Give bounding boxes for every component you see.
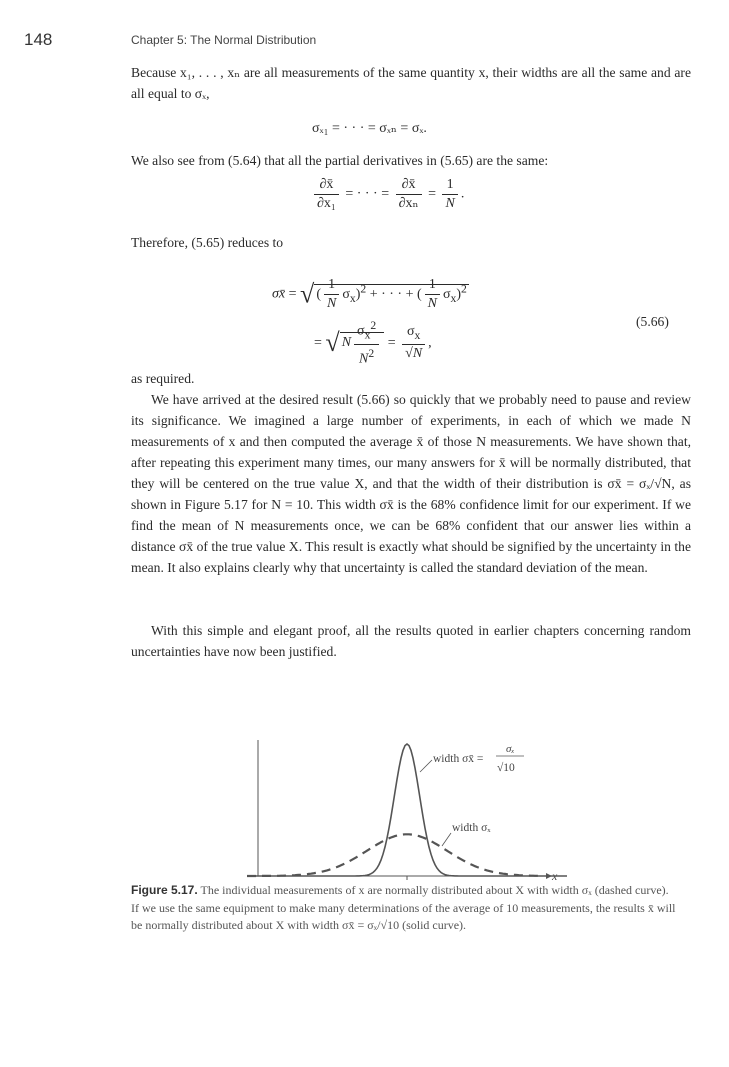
figure-caption — [131, 882, 676, 935]
running-head: Chapter 5: The Normal Distribution — [131, 33, 317, 47]
x-axis-label: x — [552, 869, 558, 880]
equation-derivatives: $\frac{\partial x̄}{\text{∂x₁}}$ = · · · = $\frac{\partial x̄}{\text{∂xₙ}}$ = $\frac{1}{N}$ . — [311, 176, 464, 213]
deriv-lhs-den: ∂x₁ — [317, 196, 336, 211]
figure-caption-text: The individual measurements of x are normally distributed about X with width σₓ (dashed curve). If we use the same equipment to make many determinations of the average of 10 measurements, the results x̄ will be normally distributed about X with width σx̄ = σₓ/√10 (solid curve). — [131, 883, 676, 932]
paragraph-1: Because x₁, . . . , xₙ are all measurements of the same quantity x, their widths are all the same and are all equal to σₓ, — [131, 65, 691, 101]
deriv-rhs-num: 1 — [442, 176, 457, 195]
page-number: 148 — [24, 30, 53, 49]
figure-5-17 — [246, 700, 576, 880]
paragraph-3: Therefore, (5.65) reduces to — [131, 235, 284, 250]
deriv-mid-num: ∂x̄ — [396, 176, 422, 195]
equation-result-line1: σx̄ = √ ( $\frac{1}{N}$ $\sigma_x)^2$ + · · · + ( $\frac{1}{N}$ $\sigma_x)^2$ — [272, 277, 467, 311]
paragraph-5: We have arrived at the desired result (5.66) so quickly that we probably need to pause and review its significance. We imagined a large number of experiments, in each of which we made N measurements of x and then computed the average x̄ of those N measurements. We have shown that, after repeating this experiment many times, our many answers for x̄ will be normally distributed, that they will be centered on the true value X, and that the width of their distribution is σx̄ = σₓ/√N, as shown in Figure 5.17 for N = 10. This width σx̄ is the 68% confidence limit for our experiment. If we find the mean of N measurements once, we can be 68% confident that our answer lies within a distance σx̄ of the true value X. This result is exactly what should be signified by the uncertainty in the mean. It also explains clearly why that uncertainty is called the standard deviation of the mean. — [131, 392, 691, 575]
paragraph-6: With this simple and elegant proof, all the results quoted in earlier chapters concerning random uncertainties have now been justified. — [131, 623, 691, 659]
deriv-rhs-den: N — [445, 196, 455, 211]
solid-label-leader — [420, 760, 432, 772]
paragraph-2: We also see from (5.64) that all the partial derivatives in (5.65) are the same: — [131, 153, 549, 168]
dashed-curve-label: width σₓ — [452, 822, 491, 834]
figure-caption-label: Figure 5.17. — [131, 883, 198, 897]
equation-widths: σₓ₁ = · · · = σₓₙ = σₓ. — [312, 121, 427, 136]
dashed-label-leader — [442, 833, 451, 846]
solid-label-num: σₓ — [506, 743, 515, 755]
sigma-mean-symbol: σx̄ — [272, 286, 286, 302]
deriv-mid-den: ∂xₙ — [398, 196, 419, 211]
deriv-lhs-num: ∂x̄ — [314, 176, 339, 195]
equation-number: (5.66) — [636, 314, 669, 329]
solid-label-den: √10 — [497, 762, 515, 774]
solid-curve-label: width σx̄ = — [433, 753, 484, 765]
dashed-curve-sigma-x — [247, 834, 543, 876]
paragraph-4: as required. — [131, 371, 195, 386]
solid-curve-sigma-mean — [247, 744, 567, 876]
equation-result-line2: = √ N $\frac{\sigma_x^2}{N^2}$ = $\frac{\sigma_x}{√N}$ , — [314, 319, 432, 368]
